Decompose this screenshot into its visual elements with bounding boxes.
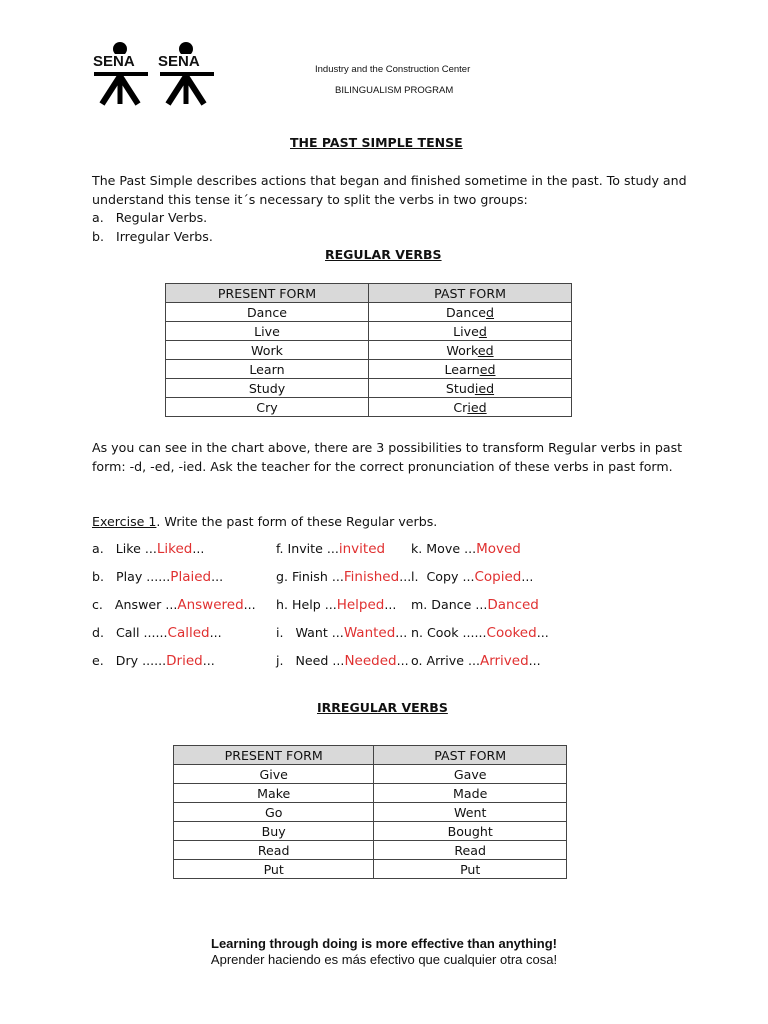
exercise-item xyxy=(276,569,411,585)
footer-english: Learning through doing is more effective than anything! xyxy=(211,936,557,951)
exercise-item xyxy=(411,625,549,641)
regular-heading: REGULAR VERBS xyxy=(325,247,442,262)
past-cell: Made xyxy=(374,784,567,803)
column-header-past: PAST FORM xyxy=(369,284,572,303)
present-cell: Buy xyxy=(174,822,374,841)
exercise-item xyxy=(92,625,222,641)
past-cell xyxy=(369,322,572,341)
exercise-item xyxy=(92,597,256,613)
table-row xyxy=(174,765,567,784)
table-row xyxy=(166,322,572,341)
exercise-answer: invited xyxy=(338,541,386,557)
exercise-dots: ... xyxy=(521,569,534,584)
exercise-dots: ... xyxy=(396,653,409,668)
present-cell: Learn xyxy=(166,360,369,379)
exercise-prompt: c. Answer ... xyxy=(92,597,178,612)
table-row xyxy=(174,841,567,860)
sena-logo xyxy=(90,40,222,108)
exercise-dots: ... xyxy=(192,541,205,556)
present-cell: Give xyxy=(174,765,374,784)
irregular-verbs-table xyxy=(173,745,567,879)
exercise-prompt: o. Arrive ... xyxy=(411,653,480,668)
exercise-answer: Arrived xyxy=(479,653,529,669)
exercise-answer: Finished xyxy=(343,569,400,585)
logo-text-right: SENA xyxy=(158,53,200,70)
exercise-prompt: g. Finish ... xyxy=(276,569,344,584)
program-name: BILINGUALISM PROGRAM xyxy=(335,85,454,96)
past-suffix: d xyxy=(486,304,495,320)
exercise-prompt: l. Copy ... xyxy=(411,569,475,584)
past-stem: Dance xyxy=(445,304,487,320)
past-cell: Went xyxy=(374,803,567,822)
exercise-item xyxy=(411,541,521,557)
past-suffix: d xyxy=(478,323,487,339)
exercise-prompt: i. Want ... xyxy=(276,625,344,640)
present-cell: Dance xyxy=(166,303,369,322)
past-cell: Read xyxy=(374,841,567,860)
exercise-answer: Wanted xyxy=(343,625,396,641)
exercise-item xyxy=(411,569,533,585)
exercise-answer: Plaied xyxy=(170,569,212,585)
past-stem: Stud xyxy=(445,380,475,396)
past-cell xyxy=(369,360,572,379)
exercise-dots: ... xyxy=(384,597,397,612)
exercise-answer: Called xyxy=(167,625,210,641)
exercise-dots: ... xyxy=(209,625,222,640)
exercise-answer: Cooked xyxy=(486,625,537,641)
intro-item-b: b. Irregular Verbs. xyxy=(92,229,213,244)
exercise-answer: Liked xyxy=(156,541,193,557)
exercise-instruction-text: . Write the past form of these Regular verbs. xyxy=(156,514,438,529)
exercise-item xyxy=(411,653,541,669)
table-row xyxy=(166,379,572,398)
exercise-label: Exercise 1 xyxy=(92,514,157,529)
past-cell xyxy=(369,379,572,398)
footer-spanish: Aprender haciendo es más efectivo que cualquier otra cosa! xyxy=(210,952,558,967)
exercise-prompt: n. Cook ...... xyxy=(411,625,487,640)
past-stem: Work xyxy=(446,342,478,358)
intro-paragraph: The Past Simple describes actions that began and finished sometime in the past. To study and understand this tense it´s necessary to split the verbs in two groups: xyxy=(92,173,687,207)
present-cell: Study xyxy=(166,379,369,398)
column-header-present: PRESENT FORM xyxy=(174,746,374,765)
exercise-answer: Needed xyxy=(344,653,397,669)
table-row xyxy=(166,341,572,360)
table-row xyxy=(166,360,572,379)
exercise-dots: ... xyxy=(243,597,256,612)
exercise-dots: ... xyxy=(399,569,412,584)
table-row xyxy=(174,822,567,841)
exercise-dots: ... xyxy=(528,653,541,668)
exercise-prompt: a. Like ... xyxy=(92,541,157,556)
center-name: Industry and the Construction Center xyxy=(315,64,471,75)
past-cell xyxy=(369,341,572,360)
exercise-prompt: f. Invite ... xyxy=(276,541,339,556)
past-stem: Live xyxy=(453,323,479,339)
exercise-item xyxy=(92,653,215,669)
exercise-dots: ... xyxy=(211,569,224,584)
exercise-prompt: b. Play ...... xyxy=(92,569,171,584)
exercise-prompt: j. Need ... xyxy=(276,653,345,668)
past-suffix: ied xyxy=(467,399,487,415)
exercise-dots: ... xyxy=(536,625,549,640)
past-stem: Learn xyxy=(444,361,480,377)
exercise-instruction xyxy=(92,513,437,532)
exercise-answer: Danced xyxy=(487,597,539,613)
exercise-prompt: k. Move ... xyxy=(411,541,477,556)
exercise-prompt: e. Dry ...... xyxy=(92,653,167,668)
table-row xyxy=(166,398,572,417)
present-cell: Make xyxy=(174,784,374,803)
past-cell: Put xyxy=(374,860,567,879)
table-row xyxy=(174,784,567,803)
past-cell xyxy=(369,303,572,322)
exercise-item xyxy=(92,541,204,557)
past-cell: Gave xyxy=(374,765,567,784)
exercise-dots: ... xyxy=(202,653,215,668)
exercise-answer: Answered xyxy=(177,597,244,613)
table-row xyxy=(166,303,572,322)
present-cell: Live xyxy=(166,322,369,341)
exercise-answer: Helped xyxy=(336,597,385,613)
irregular-heading: IRREGULAR VERBS xyxy=(317,700,448,715)
page-title: THE PAST SIMPLE TENSE xyxy=(290,135,463,150)
sena-logo-figures-icon xyxy=(90,40,222,108)
past-suffix: ed xyxy=(479,361,496,377)
explanation-paragraph: As you can see in the chart above, there are 3 possibilities to transform Regular verbs in past form: -d, -ed, -ied. Ask the teacher for the correct pronunciation of these verbs in past form. xyxy=(92,440,683,474)
past-cell xyxy=(369,398,572,417)
present-cell: Cry xyxy=(166,398,369,417)
present-cell: Read xyxy=(174,841,374,860)
present-cell: Put xyxy=(174,860,374,879)
present-cell: Go xyxy=(174,803,374,822)
past-suffix: ed xyxy=(477,342,494,358)
intro-item-a: a. Regular Verbs. xyxy=(92,210,208,225)
present-cell: Work xyxy=(166,341,369,360)
exercise-item xyxy=(276,541,385,557)
exercise-answer: Copied xyxy=(474,569,522,585)
logo-text-left: SENA xyxy=(93,53,135,70)
regular-verbs-table xyxy=(165,283,572,417)
table-header-row xyxy=(166,284,572,303)
exercise-prompt: d. Call ...... xyxy=(92,625,168,640)
table-row xyxy=(174,860,567,879)
exercise-item xyxy=(276,653,409,669)
past-suffix: ied xyxy=(474,380,495,396)
exercise-item xyxy=(276,597,396,613)
column-header-past: PAST FORM xyxy=(374,746,567,765)
exercise-dots: ... xyxy=(395,625,408,640)
exercise-prompt: h. Help ... xyxy=(276,597,337,612)
column-header-present: PRESENT FORM xyxy=(166,284,369,303)
exercise-item xyxy=(276,625,407,641)
exercise-answer: Moved xyxy=(476,541,521,557)
exercise-item xyxy=(92,569,223,585)
table-header-row xyxy=(174,746,567,765)
exercise-prompt: m. Dance ... xyxy=(411,597,488,612)
table-row xyxy=(174,803,567,822)
past-cell: Bought xyxy=(374,822,567,841)
exercise-item xyxy=(411,597,539,613)
exercise-answer: Dried xyxy=(166,653,203,669)
past-stem: Cr xyxy=(453,399,468,415)
